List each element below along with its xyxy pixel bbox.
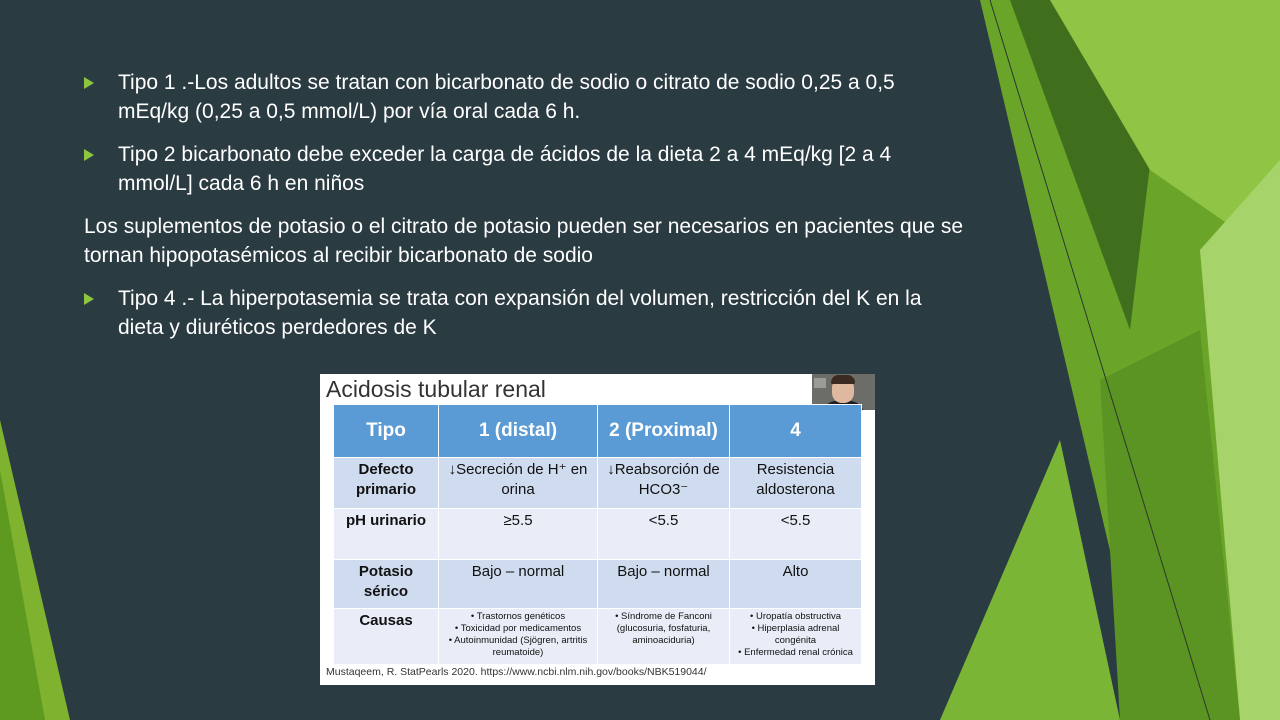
row-label-causas: Causas (334, 609, 439, 665)
cause-item: • Autoinmunidad (Sjögren, artritis reumatoide) (448, 635, 588, 658)
bullet-text: Tipo 1 .-Los adultos se tratan con bicarbonato de sodio o citrato de sodio 0,25 a 0,5 mEq/kg (0,25 a 0,5 mmol/L) por vía oral cada 6 h. (118, 71, 895, 123)
bullet-tipo-4 (84, 284, 964, 342)
embedded-table-image (320, 374, 875, 685)
slide-content (84, 68, 964, 356)
bullet-arrow-icon (84, 293, 94, 305)
row-label-potasio: Potasio sérico (334, 560, 439, 609)
table-title: Acidosis tubular renal (326, 376, 546, 402)
right-bottom-shape (940, 440, 1120, 720)
cell-potasio-4: Alto (730, 560, 862, 609)
bullet-arrow-icon (84, 77, 94, 89)
cell-causas-1 (439, 609, 598, 665)
cause-item: • Enfermedad renal crónica (738, 647, 853, 658)
cause-item: • Síndrome de Fanconi (glucosuria, fosfaturia, aminoaciduria) (615, 611, 712, 646)
cell-defecto-2: ↓Reabsorción de HCO3⁻ (598, 458, 730, 509)
cell-causas-4 (730, 609, 862, 665)
header-tipo-4: 4 (730, 405, 862, 458)
cell-ph-4: <5.5 (730, 509, 862, 560)
cell-defecto-1: ↓Secreción de H⁺ en orina (439, 458, 598, 509)
header-tipo-1: 1 (distal) (439, 405, 598, 458)
bullet-text: Tipo 4 .- La hiperpotasemia se trata con expansión del volumen, restricción del K en la dieta y diuréticos perdedores de K (118, 287, 922, 339)
cell-potasio-2: Bajo – normal (598, 560, 730, 609)
cause-item: • Hiperplasia adrenal congénita (751, 623, 840, 646)
bullet-text: Tipo 2 bicarbonato debe exceder la carga de ácidos de la dieta 2 a 4 mEq/kg [2 a 4 mmol/L] cada 6 h en niños (118, 143, 892, 195)
header-tipo-2: 2 (Proximal) (598, 405, 730, 458)
cause-item: • Toxicidad por medicamentos (454, 623, 582, 634)
cell-ph-2: <5.5 (598, 509, 730, 560)
cell-defecto-4: Resistencia aldosterona (730, 458, 862, 509)
bullet-tipo-1 (84, 68, 964, 126)
bullet-arrow-icon (84, 149, 94, 161)
cause-item: • Trastornos genéticos (470, 611, 566, 622)
webcam-background-screen (814, 378, 826, 388)
cause-item: • Uropatía obstructiva (750, 611, 841, 622)
bullet-tipo-2 (84, 140, 964, 198)
paragraph-potasio: Los suplementos de potasio o el citrato de potasio pueden ser necesarios en pacientes que se tornan hipopotasémicos al recibir bicarbonato de sodio (84, 215, 964, 267)
cell-potasio-1: Bajo – normal (439, 560, 598, 609)
cell-causas-2 (598, 609, 730, 665)
citation: Mustaqeem, R. StatPearls 2020. https://www.ncbi.nlm.nih.gov/books/NBK519044/ (326, 666, 707, 678)
header-tipo: Tipo (334, 405, 439, 458)
row-label-ph: pH urinario (334, 509, 439, 560)
rta-table (333, 404, 862, 665)
webcam-person-hair (831, 375, 855, 384)
cell-ph-1: ≥5.5 (439, 509, 598, 560)
row-label-defecto: Defecto primario (334, 458, 439, 509)
